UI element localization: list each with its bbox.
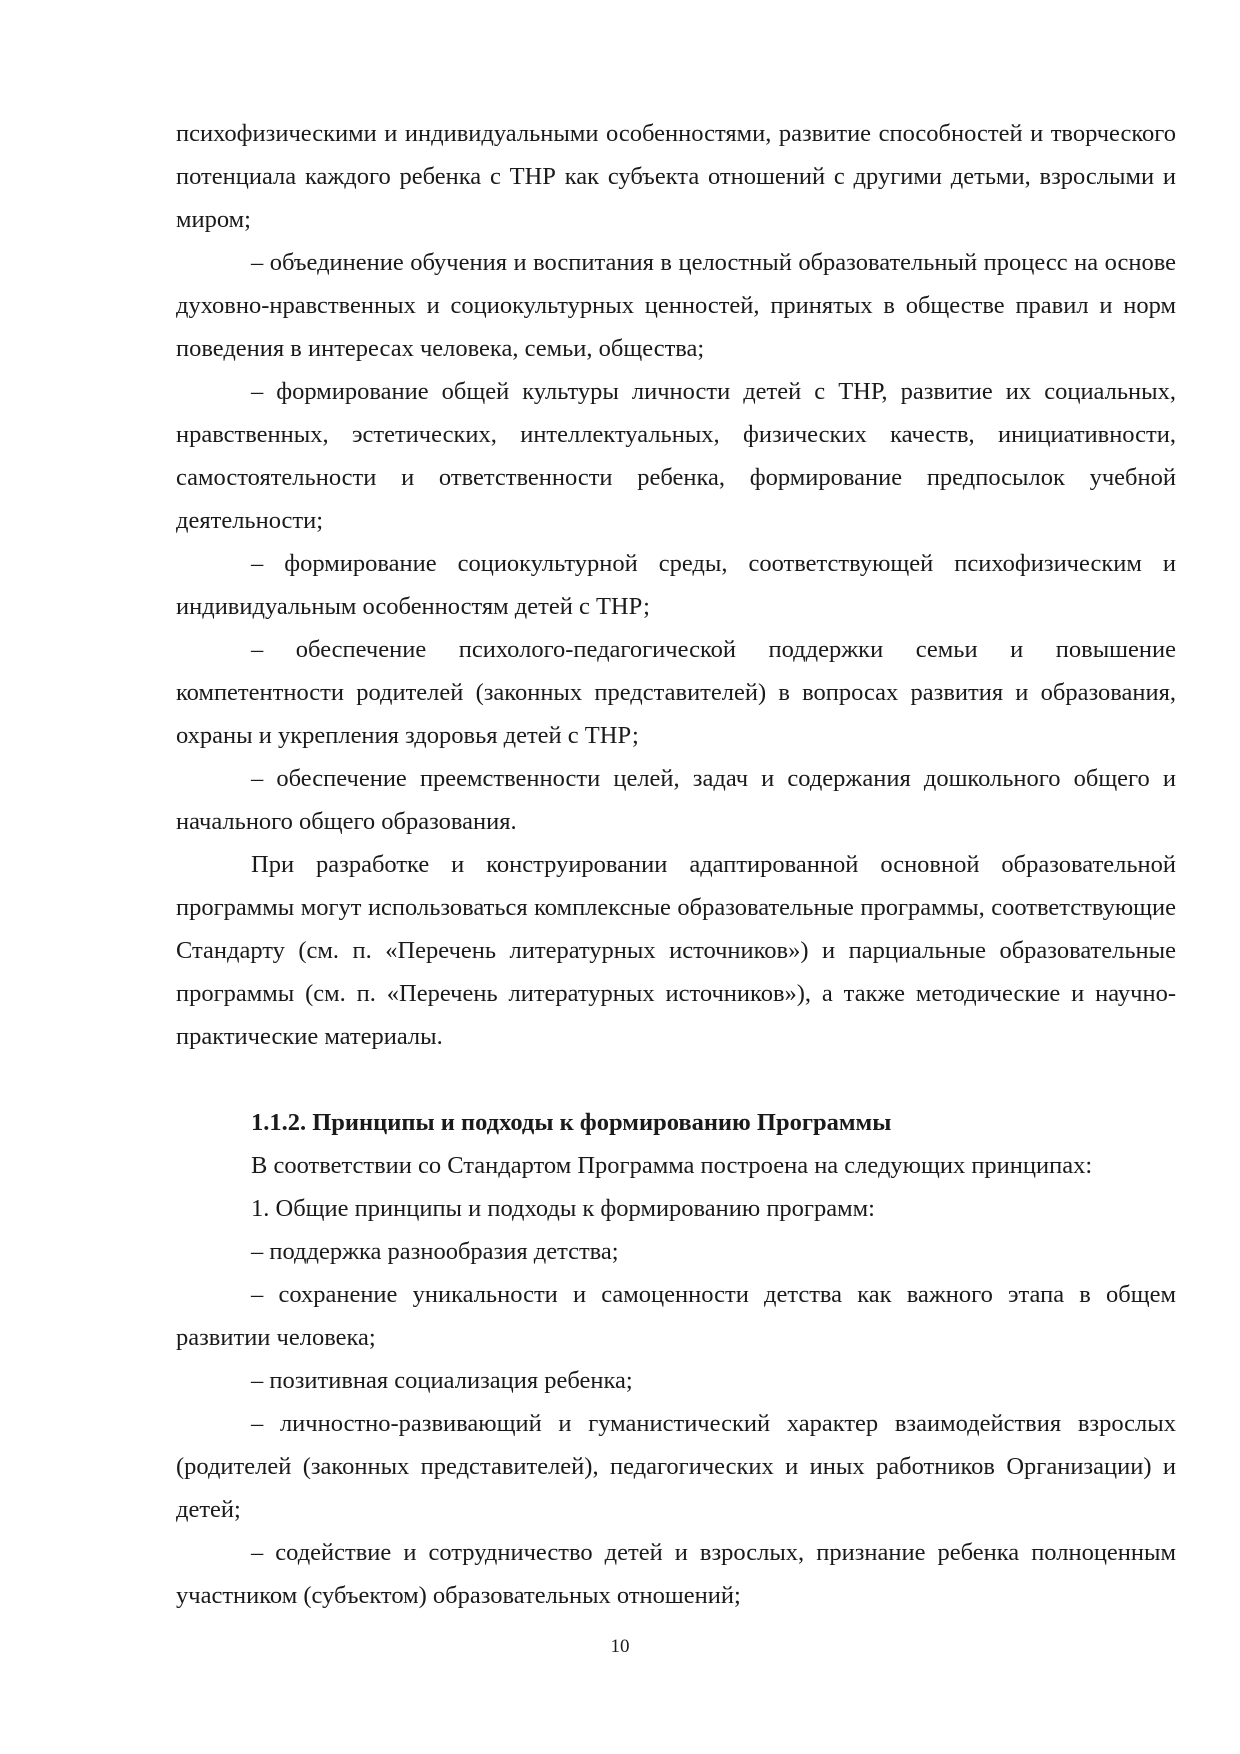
list-item: – личностно-развивающий и гуманистический характер взаимодействия взрослых (родителей (законных представителей), педагогических и иных работников Организации) и детей; bbox=[176, 1410, 1176, 1523]
list-item: – формирование социокультурной среды, соответствующей психофизическим и индивидуальным особенностям детей с ТНР; bbox=[176, 550, 1176, 620]
page-number: 10 bbox=[610, 1636, 630, 1657]
list-item: – объединение обучения и воспитания в целостный образовательный процесс на основе духовно-нравственных и социокультурных ценностей, принятых в обществе правил и норм поведения в интересах человека, семьи, общества; bbox=[176, 249, 1176, 362]
list-item: – формирование общей культуры личности детей с ТНР, развитие их социальных, нравственных, эстетических, интеллектуальных, физических качеств, инициативности, самостоятельности и ответственности ребенка, формирование предпосылок учебной деятельности; bbox=[176, 378, 1176, 534]
list-heading: 1. Общие принципы и подходы к формированию программ: bbox=[251, 1195, 875, 1222]
list-item: – позитивная социализация ребенка; bbox=[251, 1367, 633, 1394]
list-item: – поддержка разнообразия детства; bbox=[251, 1238, 619, 1265]
section-heading: 1.1.2. Принципы и подходы к формированию Программы bbox=[251, 1109, 892, 1136]
list-item: – сохранение уникальности и самоценности детства как важного этапа в общем развитии человека; bbox=[176, 1281, 1176, 1351]
paragraph: При разработке и конструировании адаптированной основной образовательной программы могут использоваться комплексные образовательные программы, соответствующие Стандарту (см. п. «Перечень литературных источников») и парциальные образовательные программы (см. п. «Перечень литературных источников»), а также методические и научно-практические материалы. bbox=[176, 851, 1176, 1050]
paragraph: В соответствии со Стандартом Программа построена на следующих принципах: bbox=[251, 1152, 1093, 1179]
list-item: – содействие и сотрудничество детей и взрослых, признание ребенка полноценным участником (субъектом) образовательных отношений; bbox=[176, 1539, 1176, 1609]
list-item: – обеспечение психолого-педагогической поддержки семьи и повышение компетентности родителей (законных представителей) в вопросах развития и образования, охраны и укрепления здоровья детей с ТНР; bbox=[176, 636, 1176, 749]
paragraph-continuation: психофизическими и индивидуальными особенностями, развитие способностей и творческого потенциала каждого ребенка с ТНР как субъекта отношений с другими детьми, взрослыми и миром; bbox=[176, 120, 1176, 233]
document-page bbox=[176, 112, 1176, 1617]
list-item: – обеспечение преемственности целей, задач и содержания дошкольного общего и начального общего образования. bbox=[176, 765, 1176, 835]
